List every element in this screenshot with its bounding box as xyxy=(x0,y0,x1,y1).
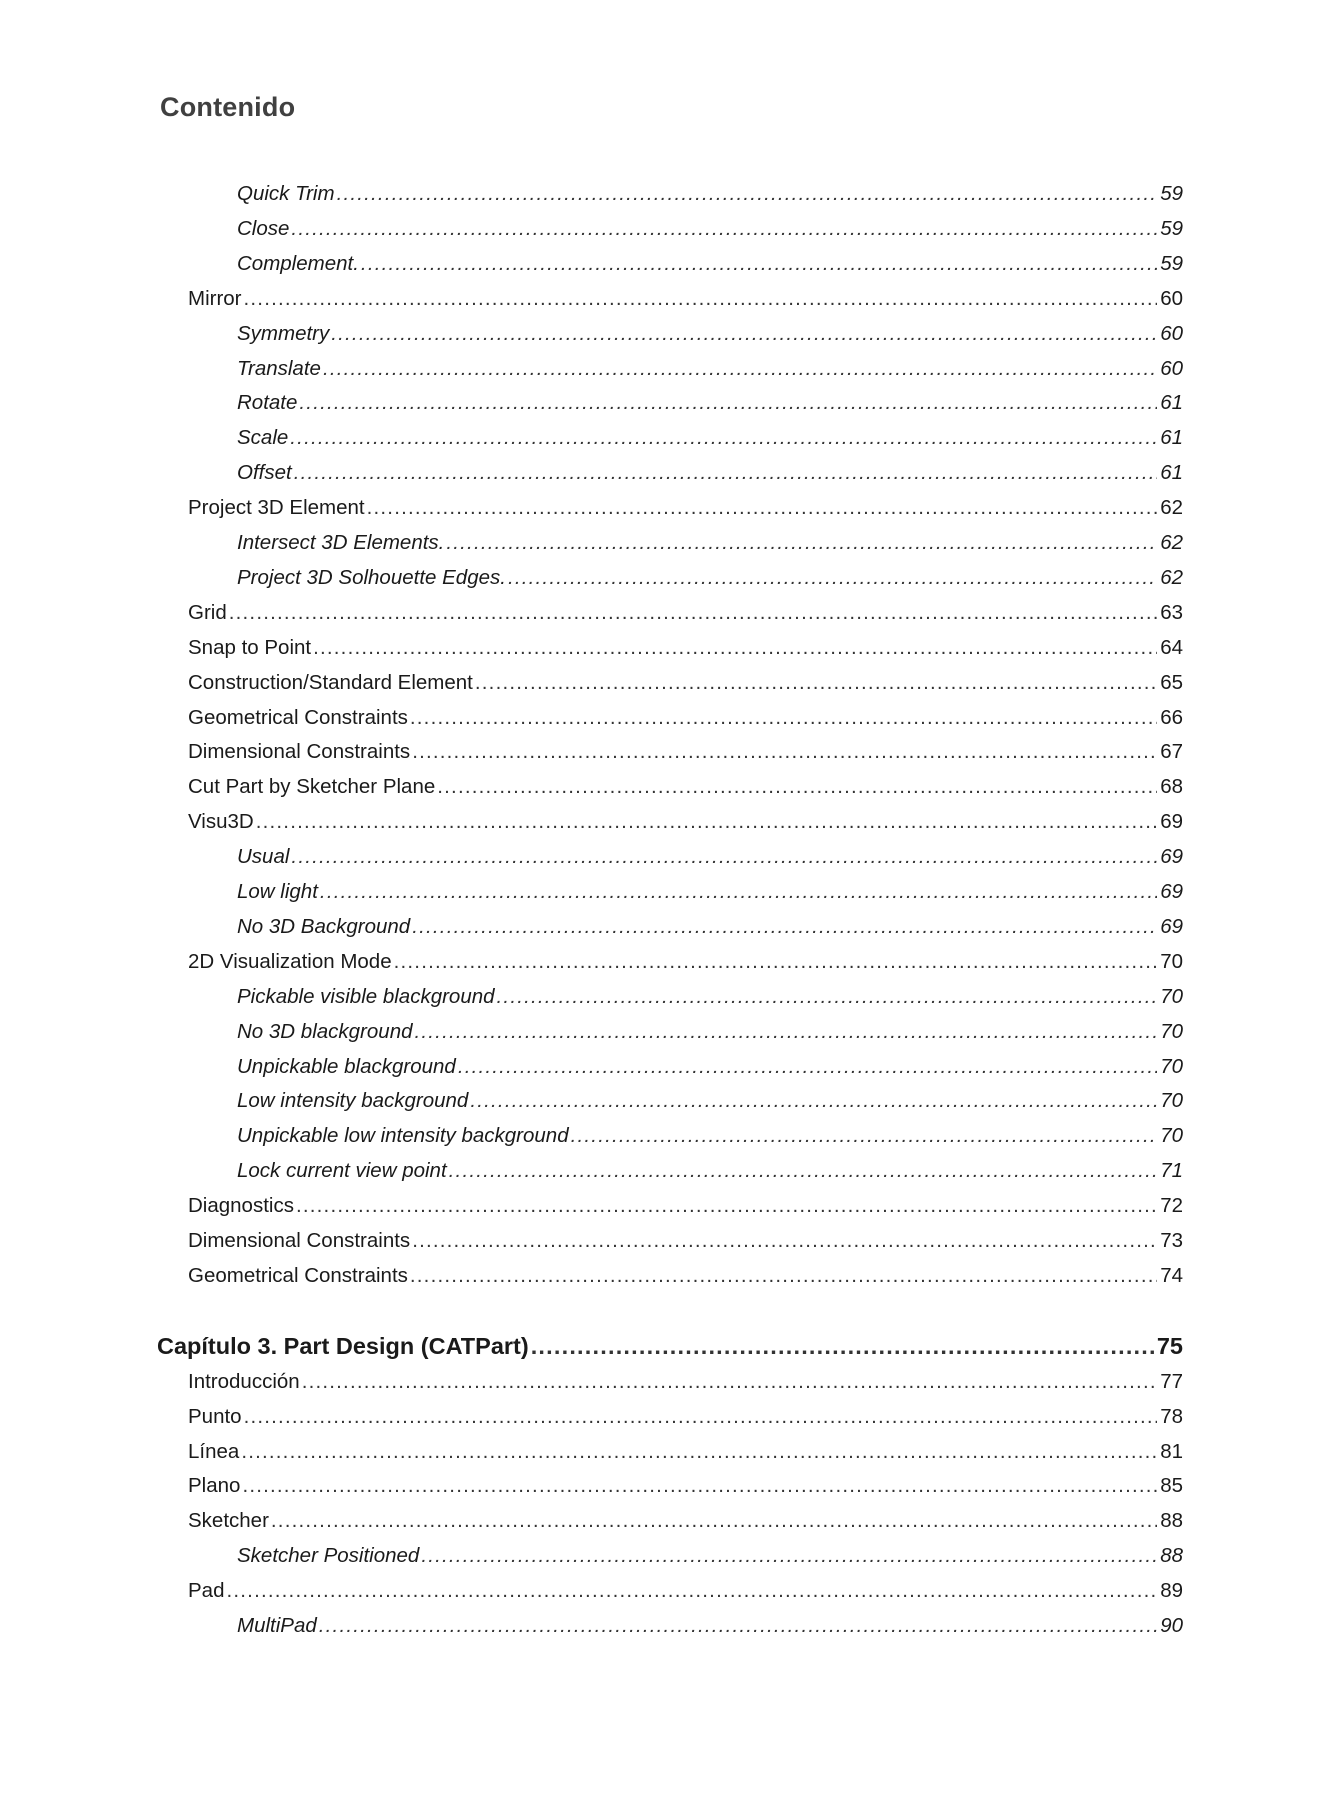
toc-entry-page-number: 85 xyxy=(1160,1474,1183,1498)
toc-entry[interactable] xyxy=(188,1364,1183,1399)
toc-entry[interactable] xyxy=(188,734,1183,769)
toc-dot-leader xyxy=(412,909,1157,944)
toc-dot-leader xyxy=(497,979,1158,1014)
toc-chapter-entry[interactable] xyxy=(157,1329,1183,1364)
toc-entry[interactable] xyxy=(237,560,1183,595)
toc-dot-leader xyxy=(449,1153,1158,1188)
toc-dot-leader xyxy=(313,630,1157,665)
toc-entry-page-number: 70 xyxy=(1160,984,1183,1008)
toc-entry[interactable] xyxy=(188,700,1183,735)
toc-entry-title: Low light xyxy=(237,880,318,903)
toc-dot-leader xyxy=(361,246,1157,281)
toc-entry-page-number: 60 xyxy=(1160,356,1183,380)
toc-entry-title: Low intensity background xyxy=(237,1089,469,1113)
toc-entry-title: Intersect 3D Elements. xyxy=(237,531,445,554)
toc-entry-title: Grid xyxy=(188,600,227,624)
toc-dot-leader xyxy=(226,1573,1157,1608)
toc-entry-page-number: 59 xyxy=(1160,182,1183,205)
toc-entry-title: Pickable visible blackground xyxy=(237,984,495,1008)
toc-entry-title: Diagnostics xyxy=(188,1194,294,1218)
toc-dot-leader xyxy=(437,769,1157,804)
toc-entry-page-number: 73 xyxy=(1160,1229,1183,1252)
toc-entry-page-number: 60 xyxy=(1160,321,1183,345)
toc-entry[interactable] xyxy=(188,1468,1183,1503)
toc-entry[interactable] xyxy=(188,630,1183,665)
toc-entry-title: Project 3D Solhouette Edges. xyxy=(237,565,506,589)
toc-dot-leader xyxy=(271,1503,1157,1538)
toc-entry-page-number: 59 xyxy=(1160,216,1183,240)
toc-entry-page-number: 62 xyxy=(1160,531,1183,554)
toc-entry-title: Complement. xyxy=(237,251,359,275)
toc-entry[interactable] xyxy=(237,246,1183,281)
toc-entry-page-number: 88 xyxy=(1160,1544,1183,1568)
toc-entry-title: Construction/Standard Element xyxy=(188,670,473,694)
toc-entry[interactable] xyxy=(237,385,1183,420)
toc-entry-page-number: 63 xyxy=(1160,600,1183,624)
toc-entry-title: Visu3D xyxy=(188,810,254,834)
toc-entry[interactable] xyxy=(188,281,1183,316)
toc-entry-page-number: 68 xyxy=(1160,775,1183,799)
toc-dot-leader xyxy=(302,1364,1158,1399)
toc-entry-title: Offset xyxy=(237,461,292,485)
toc-dot-leader xyxy=(331,316,1157,351)
toc-entry-title: Project 3D Element xyxy=(188,496,365,520)
toc-entry-page-number: 69 xyxy=(1160,845,1183,869)
toc-entry-title: Usual xyxy=(237,845,290,869)
toc-entry-title: Pad xyxy=(188,1579,225,1603)
toc-entry-page-number: 69 xyxy=(1160,810,1183,834)
toc-entry-page-number: 70 xyxy=(1160,1124,1183,1148)
toc-entry-title: Symmetry xyxy=(237,321,330,345)
toc-entry[interactable] xyxy=(237,1049,1183,1084)
toc-entry-title: Capítulo 3. Part Design (CATPart) xyxy=(157,1332,529,1359)
toc-entry-page-number: 77 xyxy=(1160,1369,1183,1393)
toc-entry-title: Punto xyxy=(188,1404,242,1428)
toc-entry[interactable] xyxy=(188,769,1183,804)
toc-dot-leader xyxy=(256,804,1157,839)
toc-entry-page-number: 69 xyxy=(1160,914,1183,938)
toc-dot-leader xyxy=(367,490,1158,525)
toc-entry[interactable] xyxy=(237,874,1183,909)
toc-entry-page-number: 61 xyxy=(1160,461,1183,485)
toc-entry-title: Sketcher xyxy=(188,1509,269,1533)
toc-entry-title: Quick Trim xyxy=(237,182,335,205)
toc-entry[interactable] xyxy=(188,1503,1183,1538)
toc-entry-title: Close xyxy=(237,216,290,240)
toc-entry[interactable] xyxy=(237,979,1183,1014)
toc-dot-leader xyxy=(470,1083,1157,1118)
toc-entry-title: No 3D blackground xyxy=(237,1019,413,1043)
toc-dot-leader xyxy=(290,420,1157,455)
toc-entry-title: Dimensional Constraints xyxy=(188,740,411,764)
toc-dot-leader xyxy=(296,1188,1157,1223)
toc-entry-page-number: 61 xyxy=(1160,426,1183,450)
toc-entry-page-number: 64 xyxy=(1160,635,1183,659)
toc-entry-title: 2D Visualization Mode xyxy=(188,949,392,973)
toc-dot-leader xyxy=(244,281,1158,316)
toc-dot-leader xyxy=(291,839,1157,874)
toc-dot-leader xyxy=(229,595,1157,630)
toc-dot-leader xyxy=(323,351,1157,386)
toc-entry-page-number: 72 xyxy=(1160,1194,1183,1218)
toc-entry[interactable] xyxy=(237,211,1183,246)
toc-dot-leader xyxy=(571,1118,1158,1153)
toc-entry[interactable] xyxy=(237,1118,1183,1153)
toc-dot-leader xyxy=(531,1329,1154,1364)
toc-dot-leader xyxy=(337,176,1158,211)
toc-entry[interactable] xyxy=(237,176,1183,211)
toc-entry-page-number: 62 xyxy=(1160,565,1183,589)
toc-entry[interactable] xyxy=(237,1538,1183,1573)
toc-entry[interactable] xyxy=(188,490,1183,525)
toc-entry-page-number: 61 xyxy=(1160,391,1183,415)
toc-entry-title: Introducción xyxy=(188,1369,300,1393)
toc-entry[interactable] xyxy=(237,909,1183,944)
toc-entry-page-number: 78 xyxy=(1160,1404,1183,1428)
toc-entry[interactable] xyxy=(188,804,1183,839)
toc-dot-leader xyxy=(244,1399,1158,1434)
toc-dot-leader xyxy=(458,1049,1157,1084)
toc-entry-page-number: 70 xyxy=(1160,949,1183,973)
toc-entry-page-number: 70 xyxy=(1160,1089,1183,1113)
toc-entry-page-number: 81 xyxy=(1160,1439,1183,1463)
toc-entry-title: Línea xyxy=(188,1439,240,1463)
toc-entry-page-number: 66 xyxy=(1160,705,1183,729)
toc-entry-title: Cut Part by Sketcher Plane xyxy=(188,775,436,799)
toc-entry-title: Geometrical Constraints xyxy=(188,705,408,729)
toc-entry-page-number: 71 xyxy=(1160,1159,1183,1183)
toc-dot-leader xyxy=(475,665,1157,700)
toc-entry-title: MultiPad xyxy=(237,1614,317,1637)
toc-dot-leader xyxy=(291,211,1157,246)
toc-entry-title: Geometrical Constraints xyxy=(188,1263,408,1287)
toc-dot-leader xyxy=(412,734,1157,769)
toc-entry-title: Unpickable blackground xyxy=(237,1054,456,1078)
toc-entry[interactable] xyxy=(237,420,1183,455)
toc-entry[interactable] xyxy=(237,1608,1183,1643)
toc-entry-title: Scale xyxy=(237,426,289,450)
toc-entry-page-number: 60 xyxy=(1160,286,1183,310)
toc-entry-title: Unpickable low intensity background xyxy=(237,1124,569,1148)
toc-entry-title: Snap to Point xyxy=(188,635,312,659)
toc-entry-page-number: 90 xyxy=(1160,1614,1183,1637)
toc-entry[interactable] xyxy=(188,1434,1183,1469)
toc-dot-leader xyxy=(410,700,1157,735)
toc-dot-leader xyxy=(410,1258,1157,1293)
toc-dot-leader xyxy=(446,525,1157,560)
toc-entry[interactable] xyxy=(188,595,1183,630)
toc-entry[interactable] xyxy=(188,944,1183,979)
toc-entry[interactable] xyxy=(188,1573,1183,1608)
toc-entry-page-number: 74 xyxy=(1160,1263,1183,1287)
toc-entry-title: Mirror xyxy=(188,286,242,310)
toc-entry-title: Sketcher Positioned xyxy=(237,1544,420,1568)
toc-entry[interactable] xyxy=(237,316,1183,351)
toc-entry[interactable] xyxy=(188,665,1183,700)
toc-dot-leader xyxy=(508,560,1157,595)
toc-entry-page-number: 88 xyxy=(1160,1509,1183,1533)
toc-entry-page-number: 75 xyxy=(1156,1332,1183,1359)
toc-entry[interactable] xyxy=(237,455,1183,490)
toc-entry[interactable] xyxy=(188,1188,1183,1223)
toc-entry-page-number: 62 xyxy=(1160,496,1183,520)
toc-entry[interactable] xyxy=(237,1153,1183,1188)
toc-entry-title: Translate xyxy=(237,356,321,380)
toc-entry-page-number: 67 xyxy=(1160,740,1183,764)
toc-entry-title: Dimensional Constraints xyxy=(188,1229,411,1252)
toc-dot-leader xyxy=(242,1468,1157,1503)
toc-dot-leader xyxy=(421,1538,1157,1573)
toc-entry[interactable] xyxy=(188,1258,1183,1293)
toc-dot-leader xyxy=(320,874,1157,909)
toc-entry-title: Plano xyxy=(188,1474,241,1498)
toc-entry-title: No 3D Background xyxy=(237,914,411,938)
toc-entry[interactable] xyxy=(188,1223,1183,1258)
toc-entry-page-number: 89 xyxy=(1160,1579,1183,1603)
toc-entry[interactable] xyxy=(188,1399,1183,1434)
toc-entry-title: Lock current view point xyxy=(237,1159,447,1183)
toc-entry-page-number: 69 xyxy=(1160,880,1183,903)
toc-entry[interactable] xyxy=(237,839,1183,874)
toc-dot-leader xyxy=(241,1434,1157,1469)
toc-entry[interactable] xyxy=(237,1014,1183,1049)
page-heading: Contenido xyxy=(160,92,296,122)
toc-entry-page-number: 70 xyxy=(1160,1054,1183,1078)
toc-entry-page-number: 70 xyxy=(1160,1019,1183,1043)
toc-dot-leader xyxy=(294,455,1158,490)
toc-dot-leader xyxy=(394,944,1158,979)
toc-entry-page-number: 65 xyxy=(1160,670,1183,694)
toc-dot-leader xyxy=(319,1608,1157,1643)
toc-dot-leader xyxy=(299,385,1157,420)
toc-entry-page-number: 59 xyxy=(1160,251,1183,275)
toc-entry[interactable] xyxy=(237,1083,1183,1118)
toc-entry-title: Rotate xyxy=(237,391,298,415)
toc-dot-leader xyxy=(415,1014,1158,1049)
toc-entry[interactable] xyxy=(237,351,1183,386)
toc-entry[interactable] xyxy=(237,525,1183,560)
toc-dot-leader xyxy=(412,1223,1157,1258)
